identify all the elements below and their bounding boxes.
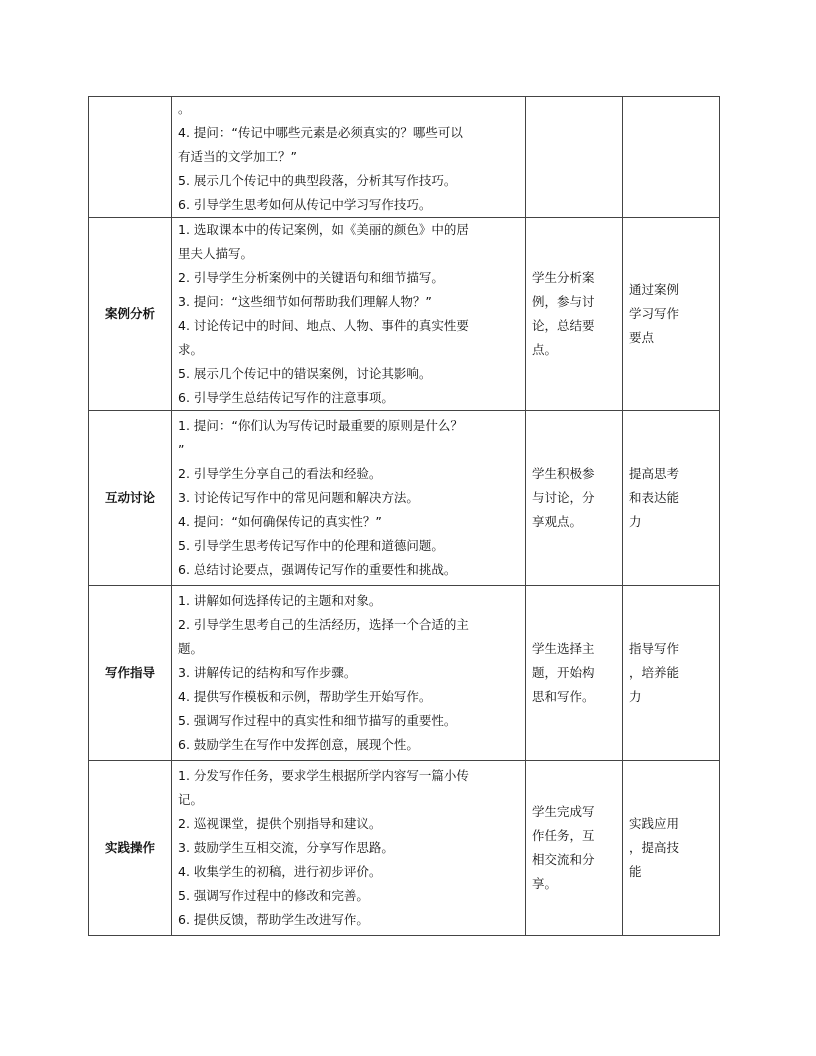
student-line: 学生完成写: [532, 804, 595, 819]
phase-cell: 写作指导: [89, 586, 172, 761]
content-line: 1. 提问：“你们认为写传记时最重要的原则是什么？: [178, 418, 463, 433]
content-cell: [172, 761, 526, 936]
student-activity-cell: [526, 586, 623, 761]
lesson-plan-table: [88, 96, 720, 936]
content-line: 6. 总结讨论要点，强调传记写作的重要性和挑战。: [178, 562, 457, 577]
design-intent-cell: [623, 586, 720, 761]
design-intent-cell: [623, 218, 720, 411]
phase-cell: [89, 97, 172, 218]
student-line: 享。: [532, 876, 558, 891]
content-line: 4. 提问：“如何确保传记的真实性？”: [178, 514, 382, 529]
student-line: 点。: [532, 342, 558, 357]
content-line: 4. 讨论传记中的时间、地点、人物、事件的真实性要: [178, 318, 469, 333]
content-cell: [172, 218, 526, 411]
table-row: [89, 218, 720, 411]
content-line: 3. 讨论传记写作中的常见问题和解决方法。: [178, 490, 419, 505]
content-line: 1. 讲解如何选择传记的主题和对象。: [178, 593, 382, 608]
intent-line: 指导写作: [629, 641, 680, 656]
content-line: 5. 展示几个传记中的错误案例，讨论其影响。: [178, 366, 432, 381]
student-line: 享观点。: [532, 514, 583, 529]
intent-line: 力: [629, 689, 642, 704]
content-line: 4. 提问：“传记中哪些元素是必须真实的？哪些可以: [178, 125, 463, 140]
content-line: 4. 收集学生的初稿，进行初步评价。: [178, 864, 382, 879]
student-line: 论，总结要: [532, 318, 595, 333]
intent-line: 通过案例: [629, 282, 680, 297]
intent-line: 要点: [629, 330, 655, 345]
student-line: 与讨论，分: [532, 490, 595, 505]
design-intent-cell: [623, 761, 720, 936]
content-line: 4. 提供写作模板和示例，帮助学生开始写作。: [178, 689, 432, 704]
table-row: [89, 411, 720, 586]
content-line: 记。: [178, 792, 204, 807]
student-line: 例，参与讨: [532, 294, 595, 309]
intent-line: ，培养能: [629, 665, 680, 680]
intent-line: 提高思考: [629, 466, 680, 481]
content-line: 5. 强调写作过程中的真实性和细节描写的重要性。: [178, 713, 457, 728]
content-line: 1. 分发写作任务，要求学生根据所学内容写一篇小传: [178, 768, 469, 783]
student-activity-cell: [526, 218, 623, 411]
content-line: 3. 鼓励学生互相交流，分享写作思路。: [178, 840, 394, 855]
student-line: 相交流和分: [532, 852, 595, 867]
content-line: 3. 讲解传记的结构和写作步骤。: [178, 665, 357, 680]
content-line: 2. 引导学生分享自己的看法和经验。: [178, 466, 382, 481]
phase-cell: 实践操作: [89, 761, 172, 936]
content-cell: [172, 97, 526, 218]
phase-cell: 案例分析: [89, 218, 172, 411]
content-line: 。: [178, 101, 191, 116]
content-line: 5. 展示几个传记中的典型段落，分析其写作技巧。: [178, 173, 457, 188]
intent-line: 和表达能: [629, 490, 680, 505]
phase-cell: 互动讨论: [89, 411, 172, 586]
content-line: 有适当的文学加工？”: [178, 149, 297, 164]
content-cell: [172, 411, 526, 586]
intent-line: ，提高技: [629, 840, 680, 855]
student-line: 思和写作。: [532, 689, 595, 704]
student-line: 学生选择主: [532, 641, 595, 656]
content-line: 6. 引导学生总结传记写作的注意事项。: [178, 390, 394, 405]
student-activity-cell: [526, 761, 623, 936]
content-line: 1. 选取课本中的传记案例，如《美丽的颜色》中的居: [178, 222, 469, 237]
content-line: 3. 提问：“这些细节如何帮助我们理解人物？”: [178, 294, 432, 309]
table-row: [89, 761, 720, 936]
intent-line: 学习写作: [629, 306, 680, 321]
content-line: 6. 鼓励学生在写作中发挥创意，展现个性。: [178, 737, 419, 752]
intent-line: 能: [629, 864, 642, 879]
design-intent-cell: [623, 411, 720, 586]
design-intent-cell: [623, 97, 720, 218]
content-cell: [172, 586, 526, 761]
student-line: 学生积极参: [532, 466, 595, 481]
table-row: [89, 97, 720, 218]
content-line: ”: [178, 442, 185, 457]
intent-line: 力: [629, 514, 642, 529]
student-activity-cell: [526, 97, 623, 218]
content-line: 6. 提供反馈，帮助学生改进写作。: [178, 912, 369, 927]
content-line: 里夫人描写。: [178, 246, 254, 261]
content-line: 2. 引导学生分析案例中的关键语句和细节描写。: [178, 270, 444, 285]
student-line: 作任务，互: [532, 828, 595, 843]
content-line: 6. 引导学生思考如何从传记中学习写作技巧。: [178, 197, 432, 212]
student-line: 题，开始构: [532, 665, 595, 680]
content-line: 2. 引导学生思考自己的生活经历，选择一个合适的主: [178, 617, 469, 632]
intent-line: 实践应用: [629, 816, 680, 831]
content-line: 求。: [178, 342, 204, 357]
student-line: 学生分析案: [532, 270, 595, 285]
content-line: 2. 巡视课堂，提供个别指导和建议。: [178, 816, 382, 831]
content-line: 5. 强调写作过程中的修改和完善。: [178, 888, 369, 903]
content-line: 5. 引导学生思考传记写作中的伦理和道德问题。: [178, 538, 444, 553]
table-row: [89, 586, 720, 761]
student-activity-cell: [526, 411, 623, 586]
content-line: 题。: [178, 641, 204, 656]
